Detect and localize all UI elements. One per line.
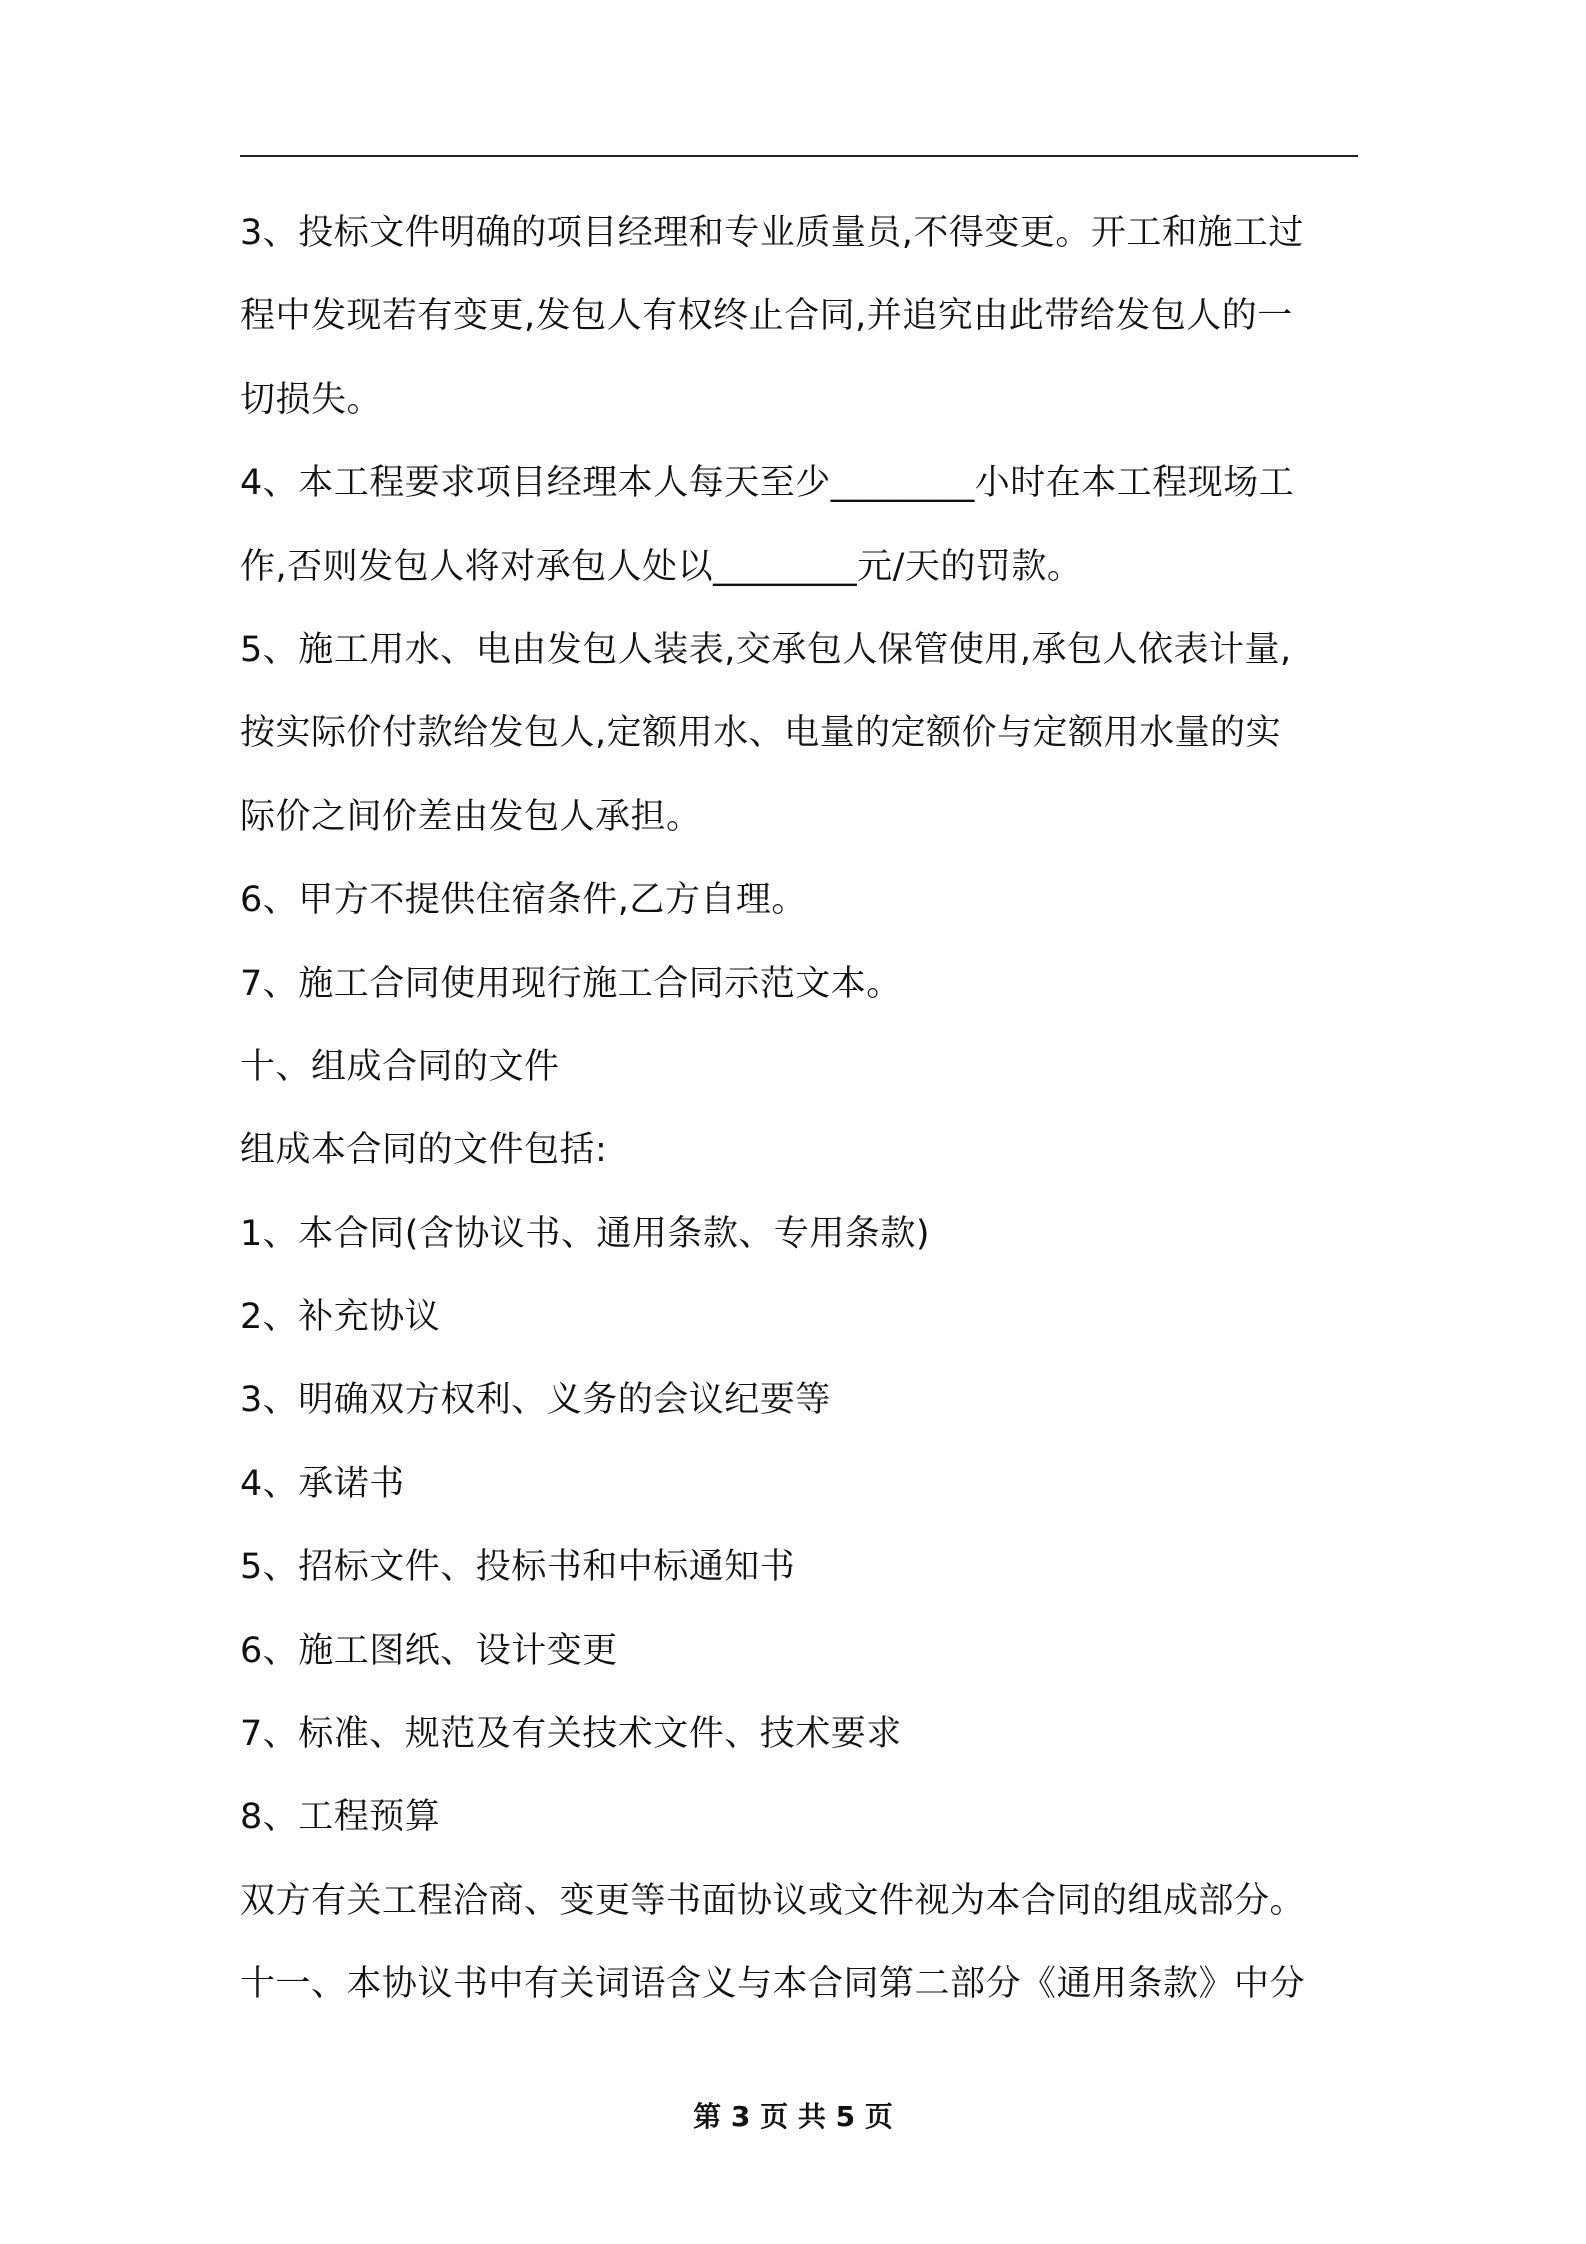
paragraph-line: 切损失。 — [240, 379, 383, 420]
paragraph-line: 7、施工合同使用现行施工合同示范文本。 — [240, 963, 902, 1004]
paragraph-line: 4、本工程要求项目经理本人每天至少________小时在本工程现场工 — [240, 463, 1295, 504]
paragraph-line: 5、施工用水、电由发包人装表,交承包人保管使用,承包人依表计量, — [240, 629, 1292, 670]
list-item: 7、标准、规范及有关技术文件、技术要求 — [240, 1714, 902, 1755]
list-item: 1、本合同(含协议书、通用条款、专用条款) — [240, 1213, 931, 1254]
list-item: 5、招标文件、投标书和中标通知书 — [240, 1547, 796, 1588]
paragraph-line: 作,否则发包人将对承包人处以________元/天的罚款。 — [240, 546, 1083, 587]
paragraph-line: 6、甲方不提供住宿条件,乙方自理。 — [240, 880, 807, 921]
list-item: 3、明确双方权利、义务的会议纪要等 — [240, 1380, 831, 1421]
document-body — [240, 198, 1370, 2033]
section-heading: 十、组成合同的文件 — [240, 1046, 560, 1087]
list-item: 6、施工图纸、设计变更 — [240, 1630, 618, 1671]
page-number: 第 3 页 共 5 页 — [693, 2100, 893, 2133]
paragraph-line: 双方有关工程洽商、变更等书面协议或文件视为本合同的组成部分。 — [240, 1880, 1306, 1921]
paragraph-line: 际价之间价差由发包人承担。 — [240, 796, 702, 837]
paragraph-line: 组成本合同的文件包括: — [240, 1130, 608, 1171]
list-item: 8、工程预算 — [240, 1797, 441, 1838]
header-rule — [240, 155, 1358, 157]
section-heading: 十一、本协议书中有关词语含义与本合同第二部分《通用条款》中分 — [240, 1964, 1306, 2005]
paragraph-line: 3、投标文件明确的项目经理和专业质量员,不得变更。开工和施工过 — [240, 213, 1304, 253]
paragraph-line: 程中发现若有变更,发包人有权终止合同,并追究由此带给发包人的一 — [240, 296, 1293, 337]
list-item: 2、补充协议 — [240, 1297, 441, 1338]
paragraph-line: 按实际价付款给发包人,定额用水、电量的定额价与定额用水量的实 — [240, 713, 1282, 754]
list-item: 4、承诺书 — [240, 1463, 405, 1504]
